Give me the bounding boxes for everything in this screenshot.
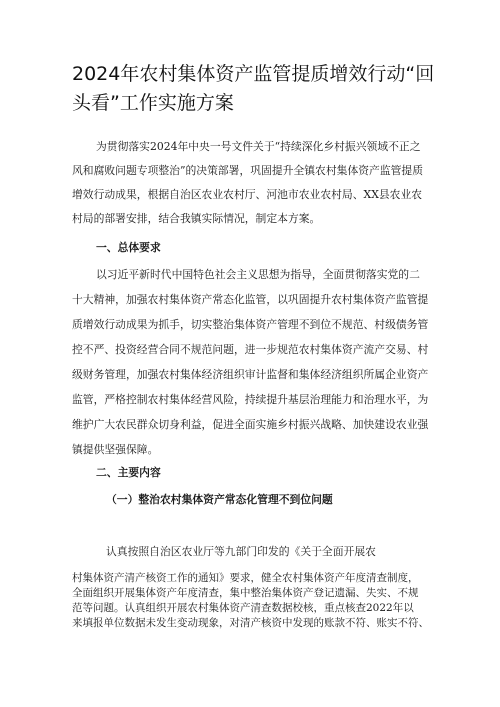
section1-line-8: 镇提供坚强保障。 <box>72 443 159 456</box>
section1-line-7: 维护广大农民群众切身利益，促进全面实施乡村振兴战略、加快建设农业强 <box>72 418 429 431</box>
section-heading-general: 一、总体要求 <box>96 241 161 254</box>
section-heading-main-content: 二、主要内容 <box>96 466 161 479</box>
subsection1-line-2: 全面组织开展集体资产年度清查，集中整治集体资产登记遗漏、失实、不规 <box>72 587 419 599</box>
section1-line-4: 控不严、投资经营合同不规范问题，进一步规范农村集体资产流产交易、村 <box>72 343 429 356</box>
intro-line-1: 为贯彻落实2024年中央一号文件关于“持续深化乡村振兴领域不正之 <box>96 140 421 153</box>
subsection-heading-1: （一）整治农村集体资产常态化管理不到位问题 <box>106 493 333 506</box>
subsection1-line-4: 来填报单位数据未发生变动现象，对清产核资中发现的账款不符、账实不符、 <box>72 617 429 629</box>
section1-line-1: 以习近平新时代中国特色社会主义思想为指导，全面贯彻落实党的二 <box>96 268 420 281</box>
section1-line-6: 监管，严格控制农村集体经营风险，持续提升基层治理能力和治理水平，为 <box>72 393 429 406</box>
section1-line-5: 级财务管理，加强农村集体经济组织审计监督和集体经济组织所属企业资产 <box>72 368 429 381</box>
subsection1-line-1: 村集体资产清产核资工作的通知》要求，健全农村集体资产年度清查制度， <box>72 572 419 584</box>
title-line-1: 2024年农村集体资产监管提质增效行动“回 <box>72 63 435 85</box>
subsection1-line-3: 范等问题。认真组织开展农村集体资产清查数据校核，重点核查2022年以 <box>72 602 414 614</box>
subsection1-first-line: 认真按照自治区农业厅等九部门印发的《关于全面开展农 <box>106 545 376 558</box>
intro-line-3: 增效行动成果，根据自治区农业农村厅、河池市农业农村局、XX县农业农 <box>72 188 423 201</box>
intro-line-4: 村局的部署安排，结合我镇实际情况，制定本方案。 <box>72 212 321 225</box>
title-line-2: 头看”工作实施方案 <box>72 92 234 114</box>
section1-line-2: 十大精神，加强农村集体资产常态化监管，以巩固提升农村集体资产监管提 <box>72 293 429 306</box>
intro-line-2: 风和腐败问题专项整治”的决策部署，巩固提升全镇农村集体资产监管提质 <box>72 164 424 177</box>
document-title <box>72 60 442 118</box>
section1-line-3: 质增效行动成果为抓手，切实整治集体资产管理不到位不规范、村级债务管 <box>72 318 429 331</box>
